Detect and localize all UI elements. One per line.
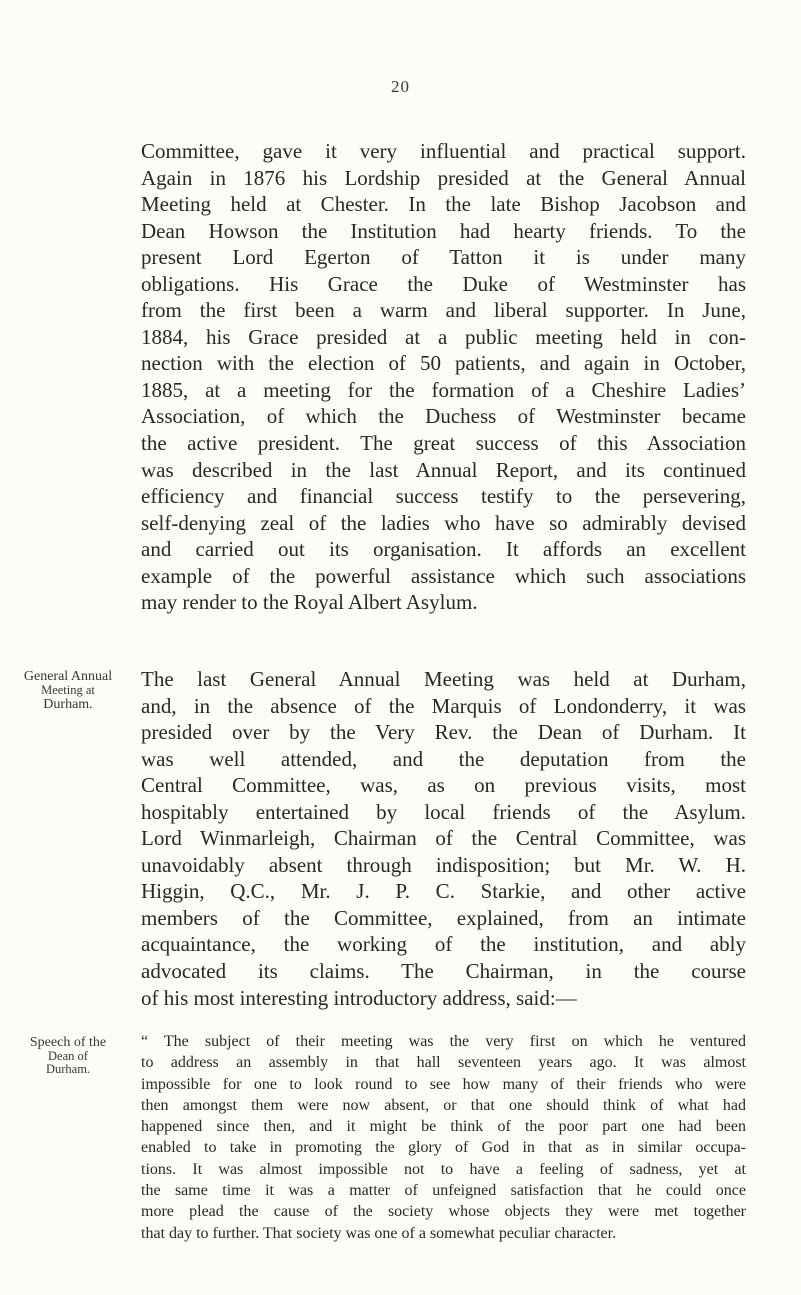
text-line: 1884, his Grace presided at a public meeting held in con- bbox=[141, 324, 746, 349]
text-line: present Lord Egerton of Tatton it is under many bbox=[141, 245, 746, 270]
text-line: impossible for one to look round to see how many of their friends who were bbox=[141, 1075, 746, 1093]
side-note-line: Speech of the bbox=[29, 1035, 107, 1050]
side-note-general-annual-meeting bbox=[0, 669, 136, 712]
text-line: Higgin, Q.C., Mr. J. P. C. Starkie, and other active bbox=[141, 879, 746, 904]
text-line: members of the Committee, explained, from an intimate bbox=[141, 905, 746, 930]
text-line: that day to further. That society was one of a somewhat peculiar character. bbox=[141, 1224, 617, 1242]
paragraph-committee-support bbox=[141, 138, 746, 616]
text-line: the active president. The great success of this Association bbox=[141, 431, 746, 456]
text-line: efficiency and financial success testify to the persevering, bbox=[141, 484, 746, 509]
paragraph-durham-meeting bbox=[141, 666, 746, 1011]
text-line: self-denying zeal of the ladies who have so admirably devised bbox=[141, 510, 746, 535]
text-line: The last General Annual Meeting was held at Durham, bbox=[141, 667, 746, 691]
text-line: acquaintance, the working of the institution, and ably bbox=[141, 932, 746, 957]
side-note-speech-of-dean bbox=[0, 1035, 136, 1076]
side-note-line: Dean of bbox=[48, 1049, 88, 1063]
page-number: 20 bbox=[391, 77, 410, 96]
text-line: then amongst them were now absent, or that one should think of what had bbox=[141, 1096, 746, 1114]
side-note-line: Durham. bbox=[43, 697, 93, 712]
text-line: Central Committee, was, as on previous visits, most bbox=[141, 773, 746, 798]
text-line: happened since then, and it might be think of the poor part one had been bbox=[141, 1118, 746, 1136]
text-line: and carried out its organisation. It affords an excellent bbox=[141, 537, 746, 562]
text-line: was described in the last Annual Report, and its continued bbox=[141, 457, 746, 482]
text-line: Dean Howson the Institution had hearty friends. To the bbox=[141, 218, 746, 243]
side-note-line: Durham. bbox=[45, 1062, 91, 1076]
text-line: Committee, gave it very influential and practical support. bbox=[141, 139, 746, 163]
text-line: obligations. His Grace the Duke of Westminster has bbox=[141, 271, 746, 296]
text-line: Lord Winmarleigh, Chairman of the Central Committee, was bbox=[141, 826, 746, 851]
text-line: “ The subject of their meeting was the very first on which he ventured bbox=[141, 1033, 746, 1050]
text-line: advocated its claims. The Chairman, in the course bbox=[141, 959, 746, 984]
text-line: tions. It was almost impossible not to have a feeling of sadness, yet at bbox=[141, 1160, 746, 1178]
text-line: may render to the Royal Albert Asylum. bbox=[141, 590, 478, 615]
text-line: was well attended, and the deputation from the bbox=[141, 746, 746, 771]
text-line: from the first been a warm and liberal supporter. In June, bbox=[141, 298, 746, 323]
text-line: to address an assembly in that hall seventeen years ago. It was almost bbox=[141, 1054, 746, 1072]
text-line: more plead the cause of the society whose objects they were met together bbox=[141, 1203, 746, 1221]
text-line: unavoidably absent through indisposition; but Mr. W. H. bbox=[141, 852, 746, 877]
text-line: presided over by the Very Rev. the Dean of Durham. It bbox=[141, 720, 746, 745]
text-line: Again in 1876 his Lordship presided at the General Annual bbox=[141, 165, 746, 190]
text-line: Meeting held at Chester. In the late Bishop Jacobson and bbox=[141, 192, 746, 217]
paragraph-dean-speech-quote bbox=[141, 1031, 746, 1244]
text-line: of his most interesting introductory address, said:— bbox=[141, 985, 577, 1010]
text-line: 1885, at a meeting for the formation of a Cheshire Ladies’ bbox=[141, 377, 746, 402]
text-line: Association, of which the Duchess of Westminster became bbox=[141, 404, 746, 429]
text-line: and, in the absence of the Marquis of Londonderry, it was bbox=[141, 693, 746, 718]
text-line: hospitably entertained by local friends of the Asylum. bbox=[141, 799, 746, 824]
side-note-line: General Annual bbox=[23, 669, 113, 684]
text-line: the same time it was a matter of unfeigned satisfaction that he could once bbox=[141, 1182, 746, 1200]
text-line: nection with the election of 50 patients, and again in October, bbox=[141, 351, 746, 376]
text-line: example of the powerful assistance which such associations bbox=[141, 563, 746, 588]
side-note-line: Meeting at bbox=[41, 683, 95, 697]
text-line: enabled to take in promoting the glory of God in that as in similar occupa- bbox=[141, 1139, 746, 1157]
